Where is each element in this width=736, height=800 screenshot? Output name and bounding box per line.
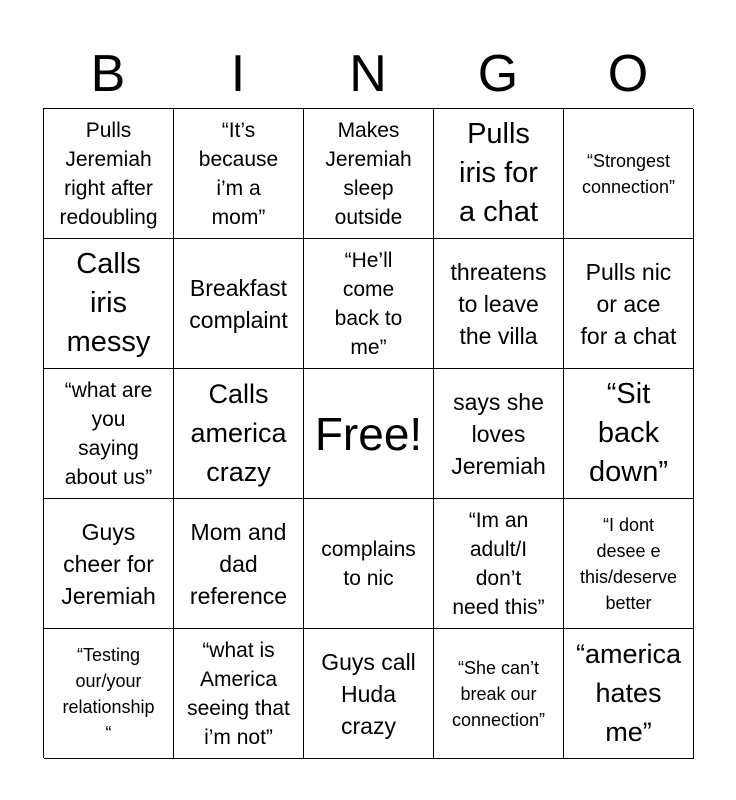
- bingo-cell-text: “Im an adult/I don’t need this”: [452, 508, 545, 619]
- bingo-cell-r3-c2[interactable]: [174, 369, 304, 499]
- bingo-cell-r3-c5[interactable]: [564, 369, 694, 499]
- bingo-cell-text: threatens to leave the villa: [450, 258, 547, 349]
- bingo-cell-r2-c5[interactable]: [564, 239, 694, 369]
- bingo-cell-text: “what are you saying about us”: [64, 378, 153, 489]
- bingo-cell-r4-c2[interactable]: [174, 499, 304, 629]
- bingo-cell-r1-c2[interactable]: [174, 109, 304, 239]
- header-letter-o: O: [607, 45, 649, 103]
- bingo-cell-r1-c5[interactable]: [564, 109, 694, 239]
- header-letter-b: B: [90, 45, 126, 103]
- bingo-cell-r5-c5[interactable]: [564, 629, 694, 759]
- bingo-cell-r2-c1[interactable]: [44, 239, 174, 369]
- bingo-cell-text: Free!: [314, 407, 423, 460]
- bingo-cell-text: Guys call Huda crazy: [321, 648, 416, 739]
- bingo-cell-text: “america hates me”: [575, 639, 682, 747]
- bingo-cell-r3-c1[interactable]: [44, 369, 174, 499]
- header-letter-i: I: [230, 45, 246, 103]
- bingo-cell-r2-c2[interactable]: [174, 239, 304, 369]
- bingo-cell-text: Calls iris messy: [66, 248, 151, 358]
- bingo-cell-text: “She can’t break our connection”: [451, 657, 546, 730]
- bingo-cell-r5-c3[interactable]: [304, 629, 434, 759]
- bingo-cell-r5-c4[interactable]: [434, 629, 564, 759]
- header-letter-n: N: [349, 45, 387, 103]
- bingo-cell-text: says she loves Jeremiah: [451, 388, 546, 479]
- bingo-cell-text: Pulls iris for a chat: [459, 118, 538, 228]
- bingo-cell-text: “It’s because i’m a mom”: [198, 118, 279, 229]
- bingo-cell-text: Mom and dad reference: [189, 518, 288, 609]
- bingo-cell-r4-c4[interactable]: [434, 499, 564, 629]
- bingo-cell-text: “Testing our/your relationship “: [62, 644, 155, 743]
- bingo-cell-r5-c1[interactable]: [44, 629, 174, 759]
- bingo-cell-r1-c3[interactable]: [304, 109, 434, 239]
- bingo-cell-text: Guys cheer for Jeremiah: [61, 518, 156, 609]
- bingo-cell-text: Pulls nic or ace for a chat: [580, 258, 677, 349]
- bingo-cell-text: “Sit back down”: [589, 378, 668, 488]
- bingo-cell-r4-c5[interactable]: [564, 499, 694, 629]
- bingo-cell-r1-c4[interactable]: [434, 109, 564, 239]
- bingo-cell-text: Pulls Jeremiah right after redoubling: [59, 118, 158, 229]
- bingo-cell-r4-c3[interactable]: [304, 499, 434, 629]
- bingo-cell-text: “He’ll come back to me”: [334, 248, 403, 359]
- bingo-cell-r1-c1[interactable]: [44, 109, 174, 239]
- bingo-cell-r2-c3[interactable]: [304, 239, 434, 369]
- bingo-cell-r3-c4[interactable]: [434, 369, 564, 499]
- bingo-cell-text: “what is America seeing that i’m not”: [187, 638, 290, 749]
- bingo-cell-text: “I dont desee e this/deserve better: [579, 514, 678, 613]
- bingo-board: [43, 108, 693, 758]
- bingo-cell-r5-c2[interactable]: [174, 629, 304, 759]
- bingo-cell-text: Makes Jeremiah sleep outside: [325, 118, 412, 229]
- bingo-header: [43, 40, 693, 108]
- bingo-cell-text: “Strongest connection”: [581, 150, 676, 197]
- bingo-cell-r2-c4[interactable]: [434, 239, 564, 369]
- bingo-cell-text: Breakfast complaint: [189, 274, 288, 333]
- bingo-cell-text: complains to nic: [321, 537, 416, 590]
- bingo-cell-free[interactable]: [304, 369, 434, 499]
- header-letter-g: G: [477, 45, 519, 103]
- bingo-cell-text: Calls america crazy: [190, 379, 287, 487]
- bingo-cell-r4-c1[interactable]: [44, 499, 174, 629]
